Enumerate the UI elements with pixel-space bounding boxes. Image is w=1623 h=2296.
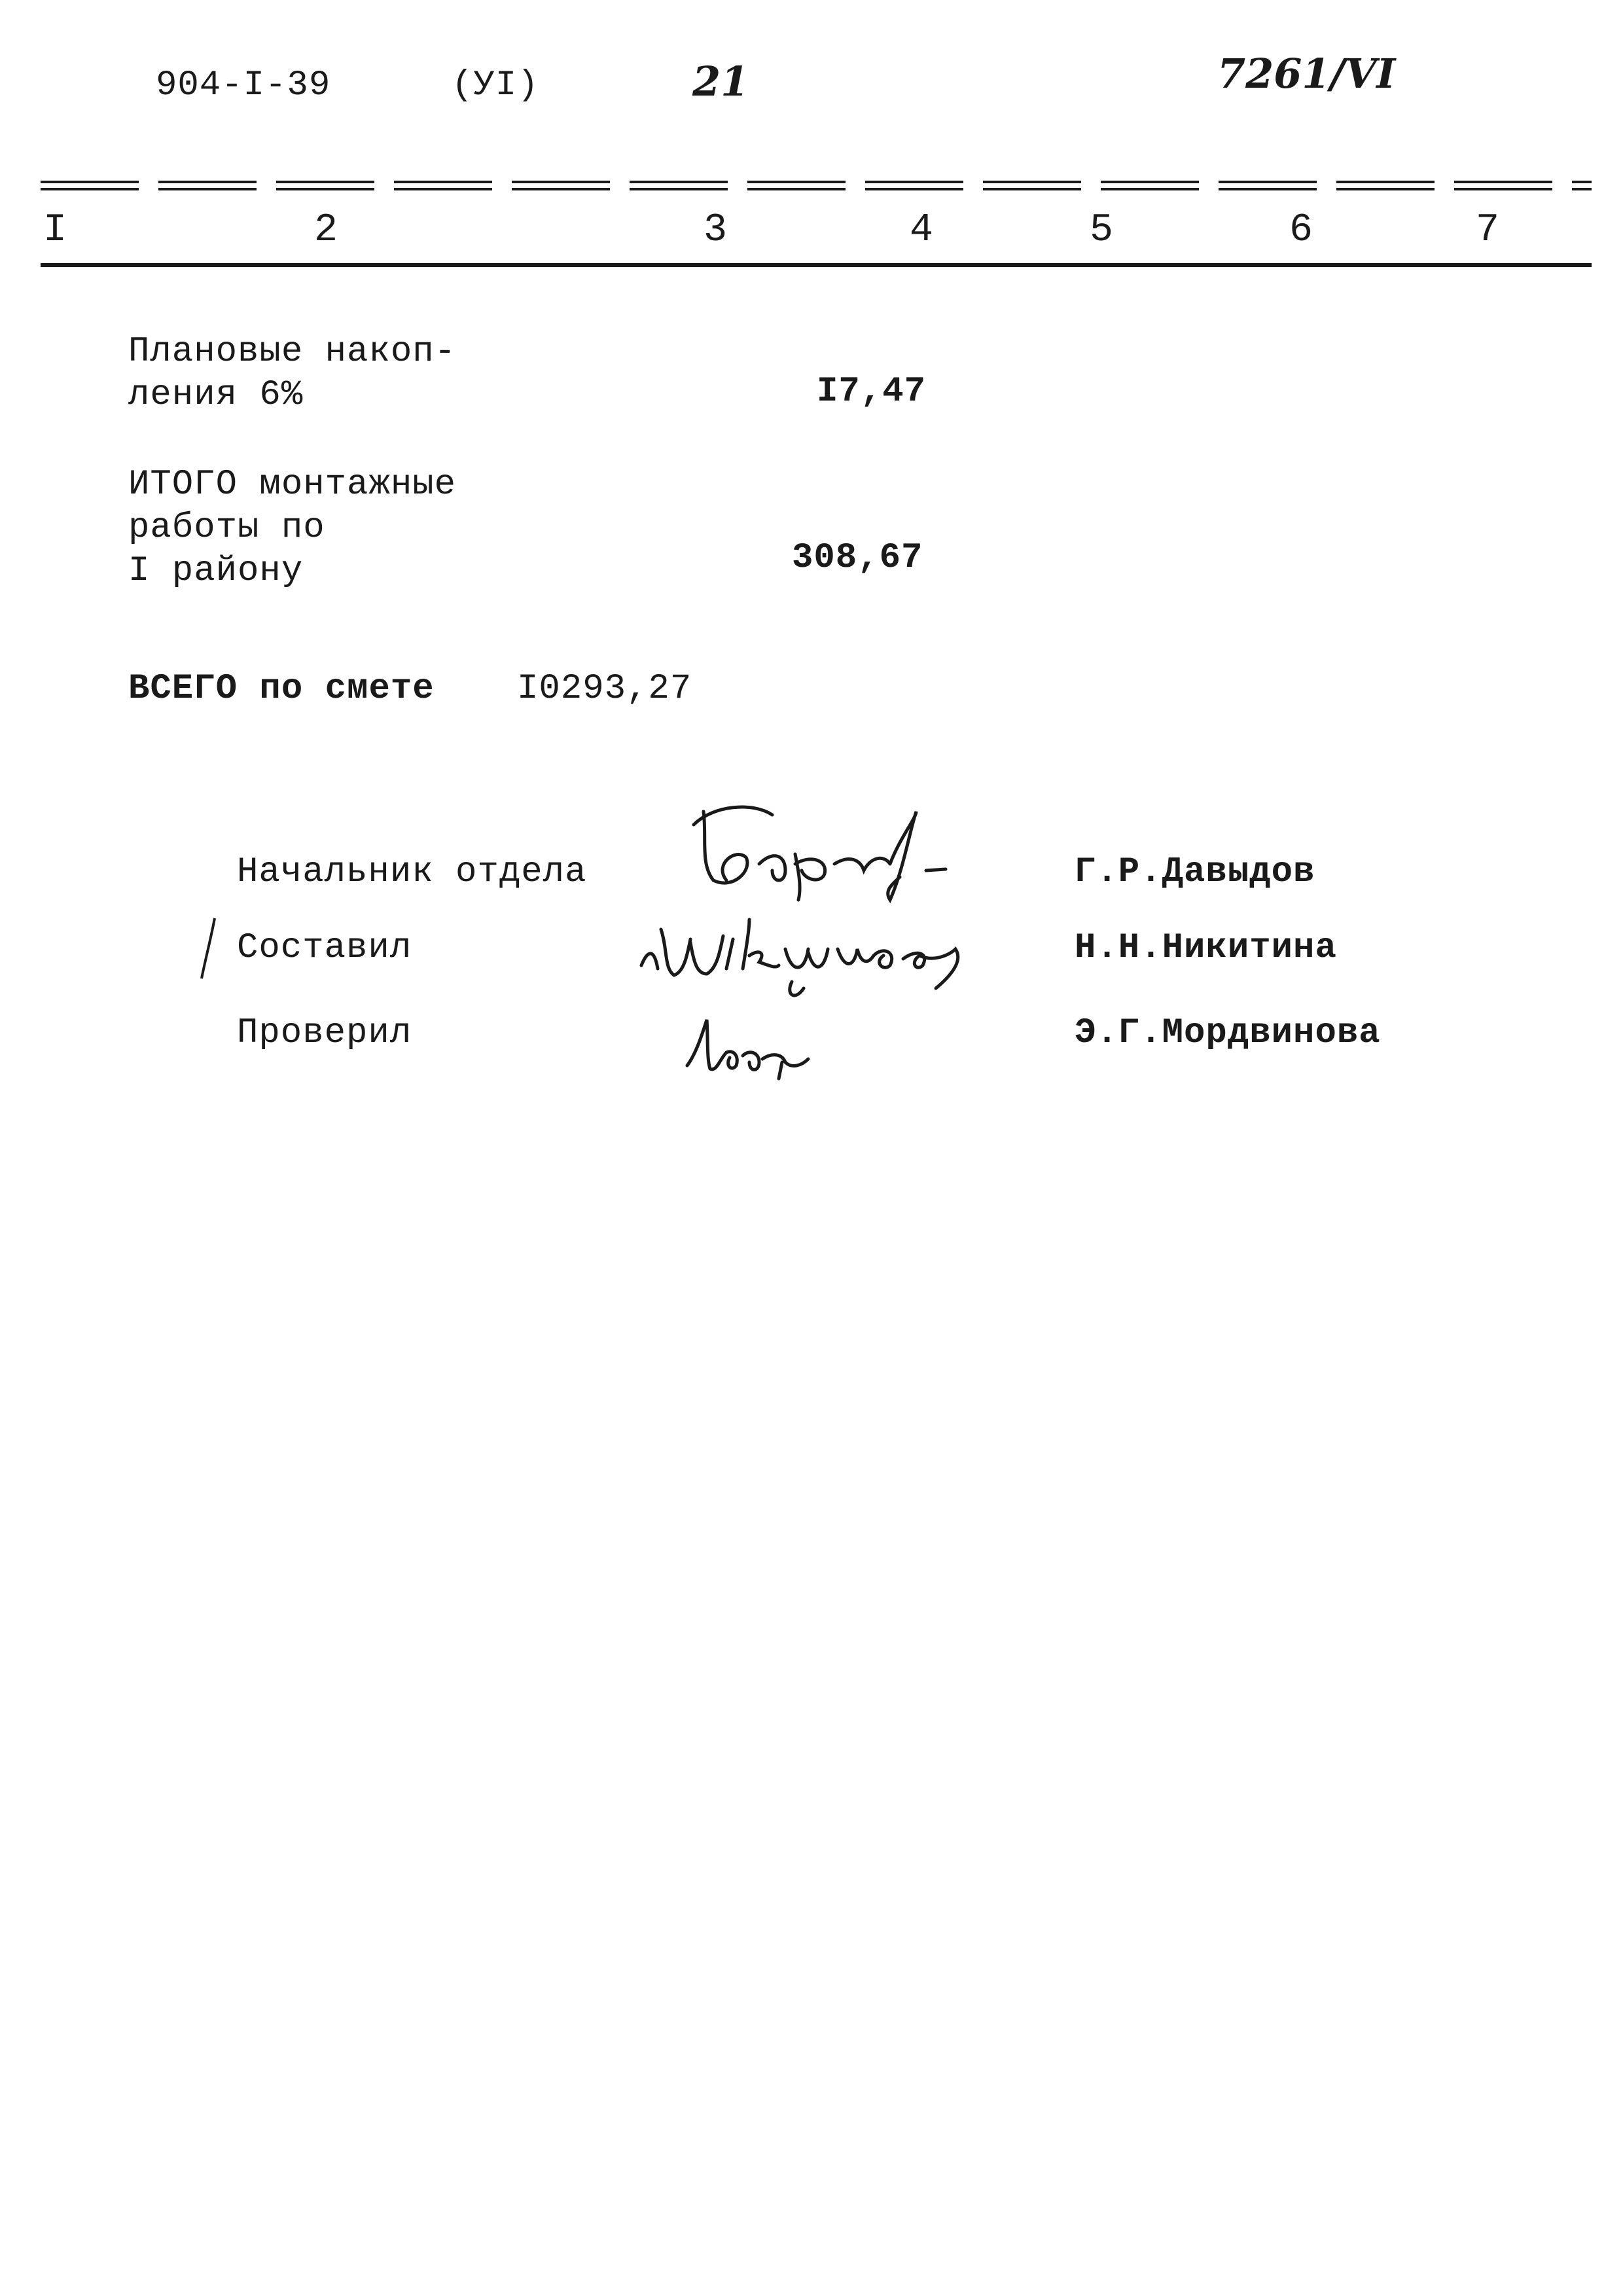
row-label-line: ИТОГО монтажные xyxy=(128,465,457,505)
signature-role: Составил xyxy=(237,928,412,968)
double-rule xyxy=(41,181,1592,192)
row-label-line: I району xyxy=(128,551,304,591)
signatory-name: Г.Р.Давыдов xyxy=(1075,852,1315,892)
signature-head-of-department xyxy=(674,792,975,903)
signature-compiled-by xyxy=(628,903,995,1008)
signatory-name: Н.Н.Никитина xyxy=(1075,928,1337,968)
row-value: I7,47 xyxy=(817,372,927,412)
row-value: 308,67 xyxy=(792,538,923,578)
column-number: 3 xyxy=(704,208,728,253)
row-label xyxy=(128,463,456,593)
page-number: 21 xyxy=(692,58,749,105)
column-number: 4 xyxy=(910,208,934,253)
column-number: 2 xyxy=(314,208,338,253)
column-number: 7 xyxy=(1476,208,1500,253)
row-label-line: ления 6% xyxy=(128,375,304,415)
column-number: I xyxy=(43,208,67,253)
column-number: 5 xyxy=(1090,208,1114,253)
column-number: 6 xyxy=(1289,208,1313,253)
total-label: ВСЕГО по смете xyxy=(128,669,435,709)
header-rule xyxy=(41,263,1592,267)
total-value: I0293,27 xyxy=(517,669,692,709)
row-label-line: Плановые накоп- xyxy=(128,332,457,372)
row-label xyxy=(128,331,456,417)
reference-number: 7261/VI xyxy=(1217,50,1396,98)
section-code: (УI) xyxy=(452,65,539,105)
document-code: 904-I-39 xyxy=(156,65,331,105)
margin-tick-mark xyxy=(196,913,223,985)
signatory-name: Э.Г.Мордвинова xyxy=(1075,1013,1381,1053)
signature-checked-by xyxy=(668,1000,838,1085)
row-label-line: работы по xyxy=(128,508,325,548)
signature-role: Начальник отдела xyxy=(237,852,587,892)
signature-role: Проверил xyxy=(237,1013,412,1053)
